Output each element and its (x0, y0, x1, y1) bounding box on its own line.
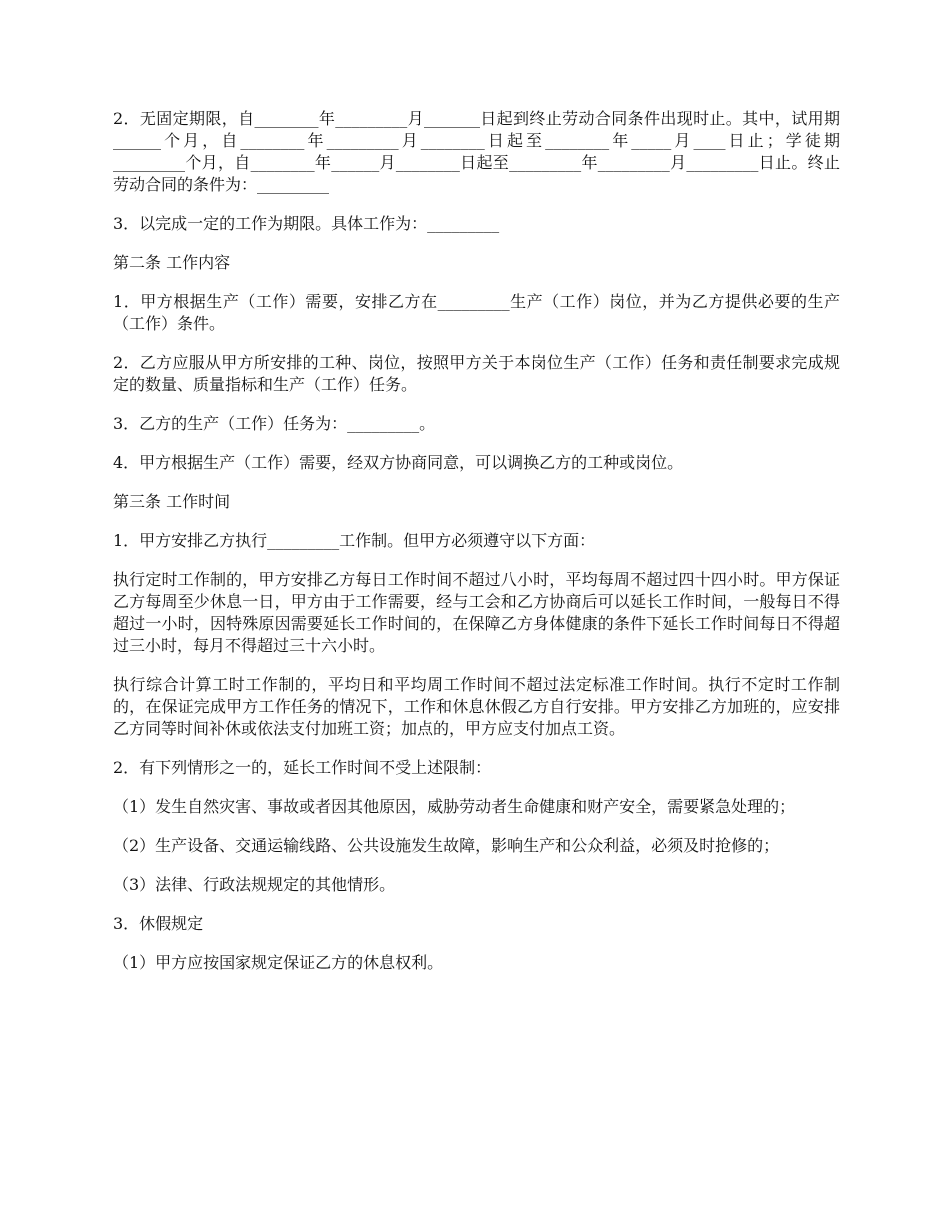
clause-standard-hours: 执行定时工作制的，甲方安排乙方每日工作时间不超过八小时，平均每周不超过四十四小时。甲方保证乙方每周至少休息一日，甲方由于工作需要，经与工会和乙方协商后可以延长工作时间，一般每日不得超过一小时，因特殊原因需要延长工作时间的，在保障乙方身体健康的条件下延长工作时间每日不得超过三小时，每月不得超过三十六小时。 (113, 570, 840, 655)
clause-indefinite-term: 2．无固定期限，自________年_________月_______日起到终止劳动合同条件出现时止。其中，试用期______个月，自________年_________月________日起至________年_____月____日止；学徒期_________个月，自________年______月________日起至_________年_________月_________日止。终止劳动合同的条件为：_________ (113, 109, 840, 194)
clause-work-position: 1．甲方根据生产（工作）需要，安排乙方在_________生产（工作）岗位，并为乙方提供必要的生产（工作）条件。 (113, 292, 840, 333)
exception-item-3: （3）法律、行政法规规定的其他情形。 (113, 875, 396, 894)
exception-item-2: （2）生产设备、交通运输线路、公共设施发生故障，影响生产和公众利益，必须及时抢修的； (113, 836, 780, 855)
clause-overtime-exceptions: 2．有下列情形之一的，延长工作时间不受上述限制： (113, 758, 492, 777)
clause-task-based-term: 3．以完成一定的工作为期限。具体工作为：_________ (113, 214, 500, 233)
clause-work-tasks: 3．乙方的生产（工作）任务为：_________。 (113, 414, 436, 433)
clause-obey-assignment: 2．乙方应服从甲方所安排的工种、岗位，按照甲方关于本岗位生产（工作）任务和责任制要求完成规定的数量、质量指标和生产（工作）任务。 (113, 353, 840, 394)
clause-work-system: 1．甲方安排乙方执行_________工作制。但甲方必须遵守以下方面： (113, 531, 596, 550)
clause-comprehensive-hours: 执行综合计算工时工作制的，平均日和平均周工作时间不超过法定标准工作时间。执行不定时工作制的，在保证完成甲方工作任务的情况下，工作和休息休假乙方自行安排。甲方安排乙方加班的，应安排乙方同等时间补休或依法支付加班工资；加点的，甲方应支付加点工资。 (113, 675, 840, 738)
clause-leave-rules: 3．休假规定 (113, 914, 204, 933)
exception-item-1: （1）发生自然灾害、事故或者因其他原因，威胁劳动者生命健康和财产安全，需要紧急处理的； (113, 797, 796, 816)
document-page (113, 108, 840, 991)
section-heading-work-hours: 第三条 工作时间 (113, 492, 231, 511)
section-heading-work-content: 第二条 工作内容 (113, 253, 231, 272)
leave-item-1: （1）甲方应按国家规定保证乙方的休息权利。 (113, 953, 444, 972)
clause-position-change: 4．甲方根据生产（工作）需要，经双方协商同意，可以调换乙方的工种或岗位。 (113, 453, 684, 472)
